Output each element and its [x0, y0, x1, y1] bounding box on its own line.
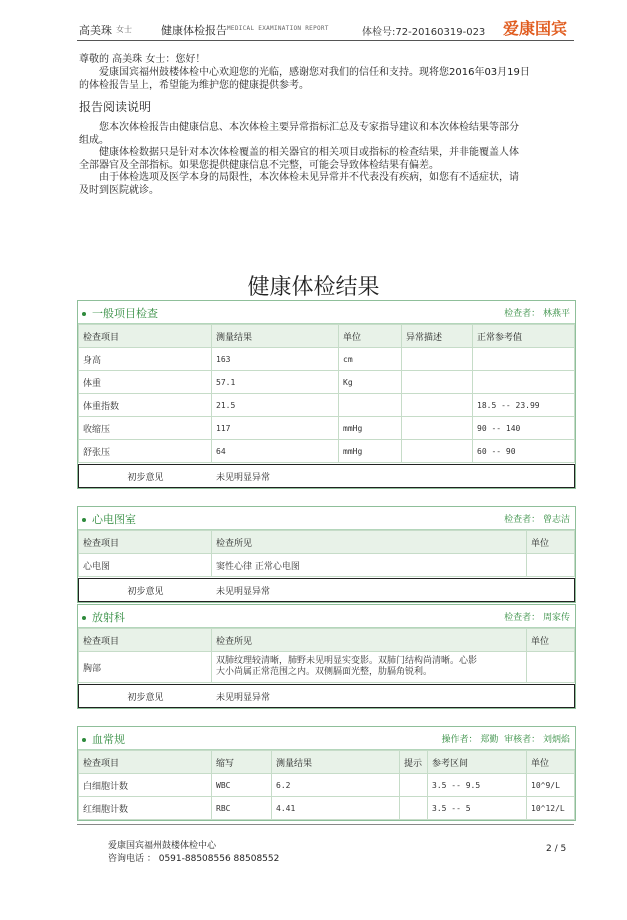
col-header: 检查项目: [79, 751, 212, 774]
reviewer: 审核者： 刘炳焰: [504, 735, 570, 745]
initial-opinion-label: 初步意见: [127, 692, 164, 703]
table-row: [79, 417, 575, 440]
page-header: [0, 0, 627, 44]
section-title: 一般项目检查: [92, 307, 158, 320]
table-header-row: [79, 531, 575, 554]
initial-opinion-label: 初步意见: [127, 586, 164, 597]
greeting-line-1: 爱康国宾福州鼓楼体检中心欢迎您的光临，感谢您对我们的信任和支持。现将您2016年03月19日: [99, 67, 530, 78]
cell: [402, 394, 473, 417]
col-header: 检查项目: [79, 629, 212, 652]
cell: 64: [212, 440, 339, 463]
initial-opinion-row: [78, 464, 575, 488]
guide-p1a: 您本次体检报告由健康信息、本次体检主要异常指标汇总及专家指导建议和本次体检结果等部分: [99, 122, 519, 133]
table-row: [79, 652, 575, 683]
checker: 检查者： 周家传: [504, 613, 570, 623]
cell: 6.2: [272, 774, 400, 797]
general-exam-section: [77, 300, 576, 489]
section-title-bar: [78, 507, 575, 530]
cell: 体重指数: [79, 394, 212, 417]
cell: [400, 774, 428, 797]
col-header: 测量结果: [272, 751, 400, 774]
cell: 10^12/L: [527, 797, 575, 820]
table-row: [79, 774, 575, 797]
cell: Kg: [339, 371, 402, 394]
cell: 身高: [79, 348, 212, 371]
initial-opinion-row: [78, 578, 575, 602]
patient-name: 高美珠: [79, 24, 112, 37]
patient-gender: 女士: [116, 25, 132, 34]
section-title: 心电图室: [92, 513, 136, 526]
cell: cm: [339, 348, 402, 371]
cell: [402, 417, 473, 440]
cell: [339, 394, 402, 417]
general-table: [78, 324, 575, 463]
cell: 收缩压: [79, 417, 212, 440]
col-header: 缩写: [212, 751, 272, 774]
greeting-salutation: 尊敬的 高美珠 女士：您好！: [79, 54, 206, 65]
initial-opinion-label: 初步意见: [127, 472, 164, 483]
table-row: [79, 554, 575, 577]
exam-number: 体检号:72-20160319-023: [362, 27, 486, 38]
cell: [402, 348, 473, 371]
ecg-section: [77, 506, 576, 603]
cell: mmHg: [339, 440, 402, 463]
cell: [400, 797, 428, 820]
cell: 窦性心律 正常心电图: [212, 554, 527, 577]
section-title-bar: [78, 727, 575, 750]
cell: [402, 440, 473, 463]
col-header: 单位: [339, 325, 402, 348]
cell: 21.5: [212, 394, 339, 417]
cell: [473, 371, 575, 394]
radiology-table: [78, 628, 575, 683]
col-header: 异常描述: [402, 325, 473, 348]
blood-routine-section: [77, 726, 576, 821]
cell: 90 -- 140: [473, 417, 575, 440]
guide-title: 报告阅读说明: [79, 100, 152, 114]
table-row: [79, 797, 575, 820]
section-title-bar: [78, 301, 575, 324]
guide-p1b: 组成。: [79, 135, 109, 146]
section-title: 血常规: [92, 733, 125, 746]
cell: [527, 554, 575, 577]
brand-logo: 爱康国宾: [503, 19, 568, 38]
header-divider: [77, 40, 574, 41]
table-header-row: [79, 751, 575, 774]
table-row: [79, 394, 575, 417]
table-row: [79, 440, 575, 463]
cell: RBC: [212, 797, 272, 820]
checker: 检查者： 林燕平: [504, 309, 570, 319]
cell: 3.5 -- 5: [428, 797, 527, 820]
bullet-icon: [82, 312, 86, 316]
cell: 57.1: [212, 371, 339, 394]
col-header: 检查所见: [212, 531, 527, 554]
bullet-icon: [82, 738, 86, 742]
initial-opinion-row: [78, 684, 575, 708]
cell: 体重: [79, 371, 212, 394]
checker: 检查者： 曾志洁: [504, 515, 570, 525]
col-header: 正常参考值: [473, 325, 575, 348]
initial-opinion-value: 未见明显异常: [216, 692, 271, 703]
page-number: 2 / 5: [546, 844, 567, 854]
col-header: 参考区间: [428, 751, 527, 774]
col-header: 单位: [527, 531, 575, 554]
footer-phone: 咨询电话 ： 0591-88508556 88508552: [108, 854, 280, 864]
ecg-table: [78, 530, 575, 577]
cell: 3.5 -- 9.5: [428, 774, 527, 797]
bullet-icon: [82, 518, 86, 522]
finding-line-2: 大小尚属正常范围之内。双侧膈面光整，肋膈角锐利。: [216, 667, 433, 677]
cell: 白细胞计数: [79, 774, 212, 797]
greeting-line-2: 的体检报告呈上，希望能为维护您的健康提供参考。: [79, 80, 309, 91]
initial-opinion-value: 未见明显异常: [216, 472, 271, 483]
cell: 117: [212, 417, 339, 440]
cell: WBC: [212, 774, 272, 797]
finding-line-1: 双肺纹理较清晰，肺野未见明显实变影。双肺门结构尚清晰。心影: [216, 656, 478, 666]
table-header-row: [79, 629, 575, 652]
cell: 4.41: [272, 797, 400, 820]
report-title: 健康体检报告: [161, 24, 227, 37]
results-title: 健康体检结果: [247, 275, 380, 300]
cell: 胸部: [79, 652, 212, 683]
radiology-section: [77, 604, 576, 709]
table-row: [79, 371, 575, 394]
cell: 18.5 -- 23.99: [473, 394, 575, 417]
blood-table: [78, 750, 575, 820]
cell: 舒张压: [79, 440, 212, 463]
col-header: 检查所见: [212, 629, 527, 652]
col-header: 提示: [400, 751, 428, 774]
guide-p2b: 全部器官及全部指标。如果您提供健康信息不完整，可能会导致体检结果有偏差。: [79, 160, 439, 171]
guide-p3a: 由于体检选项及医学本身的局限性，本次体检未见异常并不代表没有疾病，如您有不适症状，请: [99, 172, 519, 183]
cell: 心电图: [79, 554, 212, 577]
footer-divider: [77, 824, 574, 825]
cell: 60 -- 90: [473, 440, 575, 463]
section-title: 放射科: [92, 611, 125, 624]
report-title-en: MEDICAL EXAMINATION REPORT: [227, 25, 329, 32]
col-header: 检查项目: [79, 531, 212, 554]
section-title-bar: [78, 605, 575, 628]
cell: [402, 371, 473, 394]
operator: 操作者： 郑勤: [441, 735, 499, 745]
col-header: 单位: [527, 751, 575, 774]
initial-opinion-value: 未见明显异常: [216, 586, 271, 597]
col-header: 检查项目: [79, 325, 212, 348]
cell: 红细胞计数: [79, 797, 212, 820]
guide-p3b: 及时到医院就诊。: [79, 185, 159, 196]
guide-p2a: 健康体检数据只是针对本次体检覆盖的相关器官的相关项目或指标的检查结果，并非能覆盖人体: [99, 147, 519, 158]
table-header-row: [79, 325, 575, 348]
footer-center-name: 爱康国宾福州鼓楼体检中心: [108, 841, 217, 851]
table-row: [79, 348, 575, 371]
cell: [473, 348, 575, 371]
col-header: 测量结果: [212, 325, 339, 348]
bullet-icon: [82, 616, 86, 620]
cell: 163: [212, 348, 339, 371]
cell: mmHg: [339, 417, 402, 440]
cell: [527, 652, 575, 683]
cell: [212, 652, 527, 683]
cell: 10^9/L: [527, 774, 575, 797]
col-header: 单位: [527, 629, 575, 652]
